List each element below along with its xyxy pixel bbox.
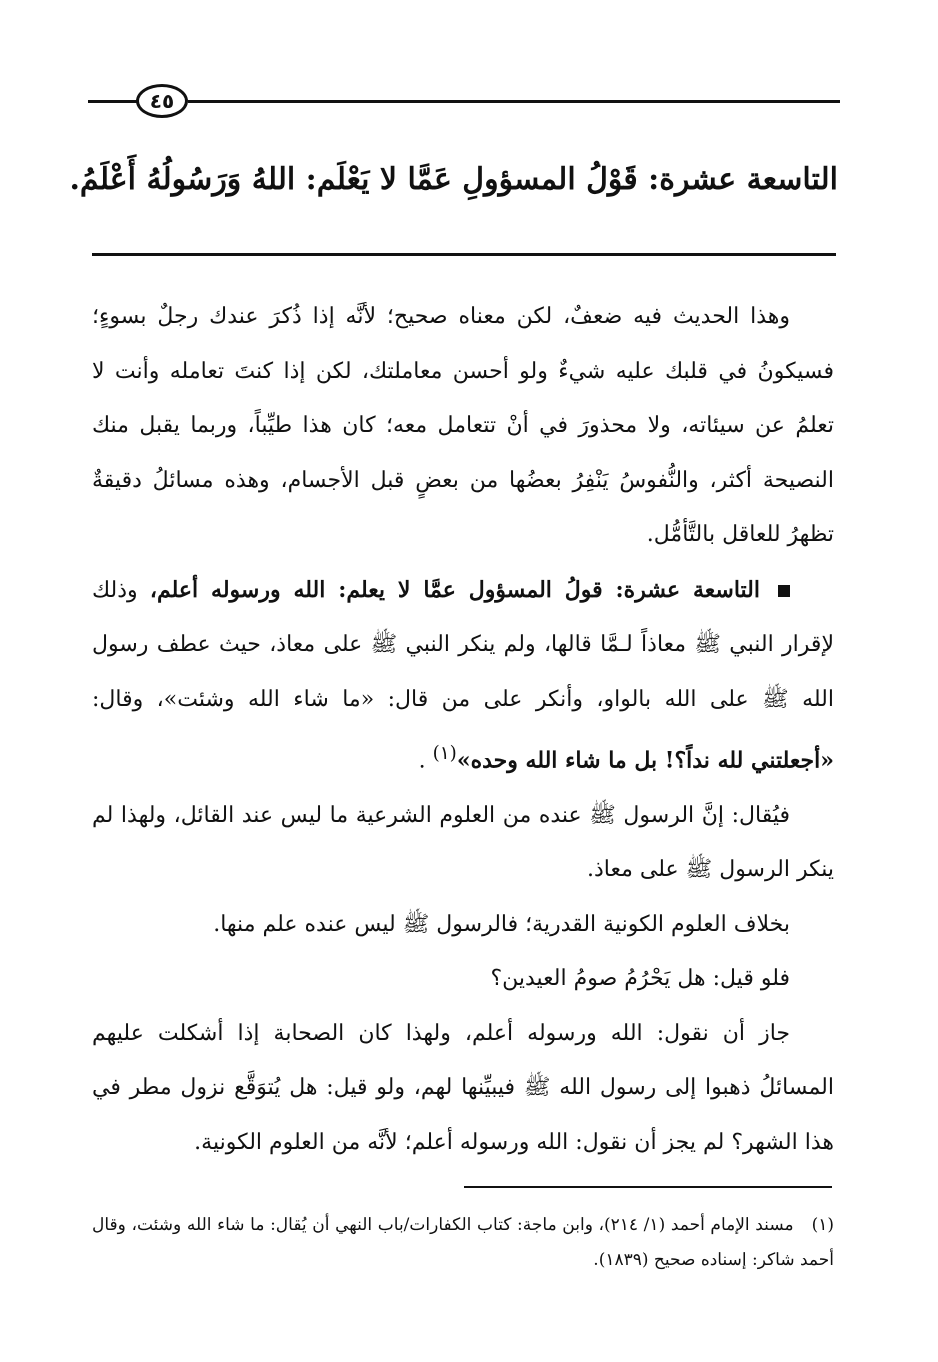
chapter-title: التاسعة عشرة: قَوْلُ المسؤولِ عَمَّا لا يَعْلَم: اللهُ وَرَسُولُهُ أَعْلَمُ. [69,162,838,197]
header-rule-right [188,100,840,103]
page-number: ٤٥ [136,84,188,118]
footnote-text: مسند الإمام أحمد (١/ ٢١٤)، وابن ماجة: كتاب الكفارات/باب النهي أن يُقال: ما شاء الله وشئت، وقال أحمد شاكر: إسناده صحيح (١٨٣٩). [92,1215,834,1270]
hadith-quote: «أجعلتني لله نداً؟! بل ما شاء الله وحده» [456,747,834,774]
paragraph-3: فيُقال: إنَّ الرسول ﷺ عنده من العلوم الشرعية ما ليس عند القائل، ولهذا لم ينكر الرسول ﷺ على معاذ. [92,802,834,883]
paragraph-2-end: . [418,748,433,774]
footnote-marker: (١) [811,1215,835,1235]
paragraph-4: بخلاف العلوم الكونية القدرية؛ فالرسول ﷺ ليس عنده علم منها. [213,911,790,937]
body-text [92,290,834,1170]
footnote-1 [92,1208,834,1278]
header-rule-left [88,100,138,103]
square-bullet-icon [778,585,790,597]
section-heading: التاسعة عشرة: قولُ المسؤول عمَّا لا يعلم: الله ورسوله أعلم، [149,576,760,603]
paragraph-2 [92,563,834,789]
paragraph-5: فلو قيل: هل يَحْرُمُ صومُ العيدين؟ [490,966,790,992]
footnote-reference[interactable]: (١) [432,743,457,764]
title-rule [92,253,836,256]
footnote-rule [464,1186,832,1188]
paragraph-2-text: وذلك لإقرار النبي ﷺ معاذاً لـمَّا قالها، ولم ينكر النبي ﷺ على معاذ، حيث عطف رسول الله ﷺ على الله بالواو، وأنكر على من قال: «ما شاء الله وشئت»، وقال: [92,577,834,712]
paragraph-1: وهذا الحديث فيه ضعفٌ، لكن معناه صحيح؛ لأنَّه إذا ذُكرَ عندك رجلٌ بسوءٍ؛ فسيكونُ في قلبك عليه شيءٌ ولو أحسن معاملتك، لكن إذا كنتَ تعامله وأنت لا تعلمُ عن سيئاته، ولا محذورَ في أنْ تتعامل معه؛ كان هذا طيِّباً، وربما يقبل منك النصيحة أكثر، والنُّفوسُ يَنْفِرُ بعضُها من بعضٍ قبل الأجسام، وهذه مسائلُ دقيقةٌ تظهرُ للعاقل بالتَّأمُّل. [92,304,834,547]
paragraph-6: جاز أن نقول: الله ورسوله أعلم، ولهذا كان الصحابة إذا أشكلت عليهم المسائلُ ذهبوا إلى رسول الله ﷺ فيبيِّنها لهم، ولو قيل: هل يُتوَقَّع نزول مطر في هذا الشهر؟ لم يجز أن نقول: الله ورسوله أعلم؛ لأنَّه من العلوم الكونية. [92,1020,834,1155]
footnotes [92,1208,834,1278]
